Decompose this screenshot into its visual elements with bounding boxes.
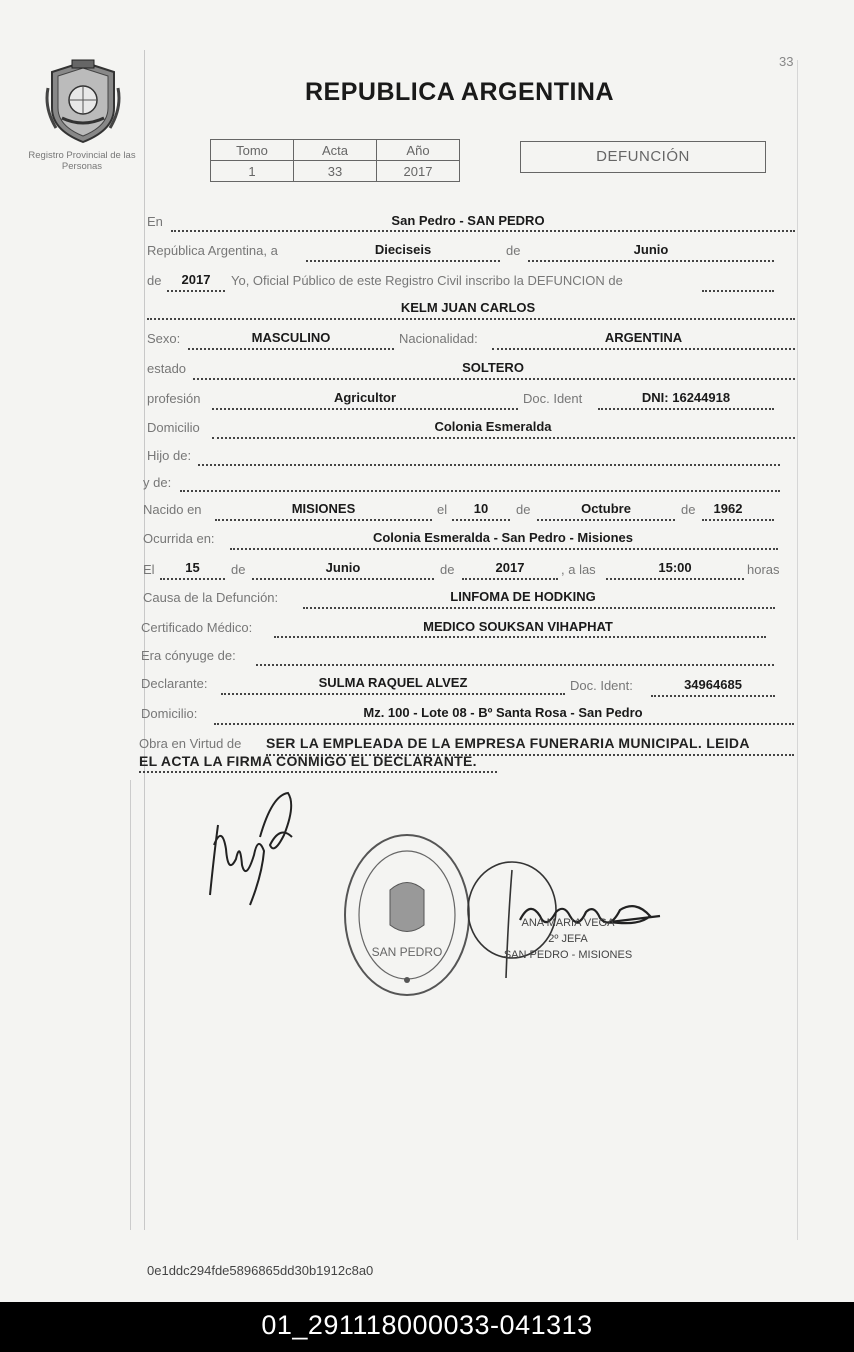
domicilio2-value: Mz. 100 - Lote 08 - Bº Santa Rosa - San Pedro [363, 705, 643, 720]
birth-year-value: 1962 [713, 501, 743, 516]
dotted-line [221, 693, 565, 695]
record-table-value-acta: 33 [294, 161, 377, 182]
sexo-value: MASCULINO [251, 330, 331, 345]
day-text-value: Dieciseis [374, 242, 432, 257]
record-table-header: Tomo [211, 140, 294, 161]
dotted-line [528, 260, 774, 262]
document-id-bar: 01_291118000033-041313 [0, 1302, 854, 1352]
en-label: En [147, 214, 163, 229]
el-label: el [437, 502, 448, 517]
dotted-line [139, 771, 497, 773]
dotted-line [147, 318, 795, 320]
dotted-line [188, 348, 394, 350]
y-de-label: y de: [143, 475, 172, 490]
dotted-line [702, 290, 774, 292]
dotted-line [160, 578, 225, 580]
dotted-line [598, 408, 774, 410]
declarante-label: Declarante: [141, 676, 208, 691]
record-table-value-tomo: 1 [211, 161, 294, 182]
death-time-value: 15:00 [658, 560, 692, 575]
declarant-signature [200, 785, 310, 915]
record-table-header: Acta [294, 140, 377, 161]
causa-label: Causa de la Defunción: [143, 590, 279, 605]
estado-value: SOLTERO [462, 360, 524, 375]
nacionalidad-value: ARGENTINA [604, 330, 683, 345]
dotted-line [230, 548, 778, 550]
obra-text-line-2: EL ACTA LA FIRMA CONMIGO EL DECLARANTE. [139, 753, 477, 769]
dotted-line [303, 607, 775, 609]
record-table-value-ano: 2017 [377, 161, 460, 182]
declarante-doc-value: 34964685 [684, 677, 742, 692]
nacido-value: MISIONES [291, 501, 356, 516]
horas-label: horas [747, 562, 780, 577]
dotted-line [537, 519, 675, 521]
official-name: ANA MARIA VEGA [521, 917, 615, 929]
dotted-line [702, 519, 774, 521]
birth-day-value: 10 [473, 501, 489, 516]
doc-ident-label: Doc. Ident: [570, 678, 633, 693]
record-table-header-row [211, 140, 460, 161]
de-label: de [506, 243, 521, 258]
doc-ident-value: DNI: 16244918 [641, 390, 731, 405]
dotted-line [198, 464, 780, 466]
dotted-line [462, 578, 558, 580]
en-value: San Pedro - SAN PEDRO [391, 213, 545, 228]
nacionalidad-label: Nacionalidad: [399, 331, 478, 346]
record-table-value-row [211, 161, 460, 182]
death-month-value: Junio [325, 560, 361, 575]
dotted-line [306, 260, 500, 262]
el-label: El [143, 562, 155, 577]
domicilio-label: Domicilio [147, 420, 200, 435]
dotted-line [212, 437, 795, 439]
registry-seal-stamp [340, 830, 475, 1000]
registry-name: Registro Provincial de las Personas [28, 150, 136, 172]
de-label: de [440, 562, 455, 577]
official-role: 2º JEFA [548, 933, 588, 945]
dotted-line [193, 378, 795, 380]
dotted-line [212, 408, 518, 410]
official-statement: Yo, Oficial Público de este Registro Civil inscribo la DEFUNCION de [231, 273, 623, 288]
republica-label: República Argentina, a [147, 243, 278, 258]
document-hash: 0e1ddc294fde5896865dd30b1912c8a0 [147, 1263, 374, 1278]
dotted-line [214, 723, 794, 725]
estado-label: estado [147, 361, 187, 376]
certificado-label: Certificado Médico: [141, 620, 253, 635]
certificado-value: MEDICO SOUKSAN VIHAPHAT [423, 619, 613, 634]
dotted-line [171, 230, 795, 232]
dotted-line [492, 348, 795, 350]
birth-month-value: Octubre [581, 501, 631, 516]
a-las-label: , a las [561, 562, 596, 577]
death-year-value: 2017 [495, 560, 525, 575]
dotted-line [606, 578, 744, 580]
page-margin-line [144, 50, 145, 1230]
de-label: de [147, 273, 162, 288]
official-place: SAN PEDRO - MISIONES [503, 949, 633, 961]
death-day-value: 15 [185, 560, 200, 575]
year-value: 2017 [181, 272, 211, 287]
profesion-label: profesión [147, 391, 201, 406]
domicilio-label: Domicilio: [141, 706, 198, 721]
dotted-line [452, 519, 510, 521]
dotted-line [256, 664, 774, 666]
causa-value: LINFOMA DE HODKING [450, 589, 596, 604]
sexo-label: Sexo: [147, 331, 181, 346]
month-value: Junio [633, 242, 669, 257]
nacido-label: Nacido en [143, 502, 202, 517]
page-margin-line-lower [130, 780, 131, 1230]
dotted-line [167, 290, 225, 292]
page-edge-line [797, 60, 798, 1240]
profesion-value: Agricultor [333, 390, 397, 405]
conyuge-label: Era cónyuge de: [141, 648, 236, 663]
stamp-city-text: SAN PEDRO [371, 945, 443, 959]
deceased-name: KELM JUAN CARLOS [400, 300, 536, 315]
provincial-coat-of-arms-logo [44, 58, 122, 146]
obra-text-line-1: SER LA EMPLEADA DE LA EMPRESA FUNERARIA MUNICIPAL. LEIDA [266, 735, 750, 751]
declarante-value: SULMA RAQUEL ALVEZ [318, 675, 468, 690]
de-label: de [516, 502, 531, 517]
dotted-line [651, 695, 775, 697]
record-type-box: DEFUNCIÓN [520, 141, 766, 173]
dotted-line [215, 519, 432, 521]
doc-ident-label: Doc. Ident [523, 391, 583, 406]
record-number-table [210, 139, 460, 182]
de-label: de [681, 502, 696, 517]
obra-label: Obra en Virtud de [139, 736, 242, 751]
de-label: de [231, 562, 246, 577]
dotted-line [252, 578, 434, 580]
record-table-header: Año [377, 140, 460, 161]
ocurrida-label: Ocurrida en: [143, 531, 215, 546]
dotted-line [274, 636, 766, 638]
ocurrida-value: Colonia Esmeralda - San Pedro - Misiones [372, 530, 634, 545]
page-number: 33 [779, 54, 794, 69]
domicilio-value: Colonia Esmeralda [434, 419, 552, 434]
dotted-line [180, 490, 780, 492]
hijo-de-label: Hijo de: [147, 448, 192, 463]
document-title: REPUBLICA ARGENTINA [305, 78, 615, 106]
